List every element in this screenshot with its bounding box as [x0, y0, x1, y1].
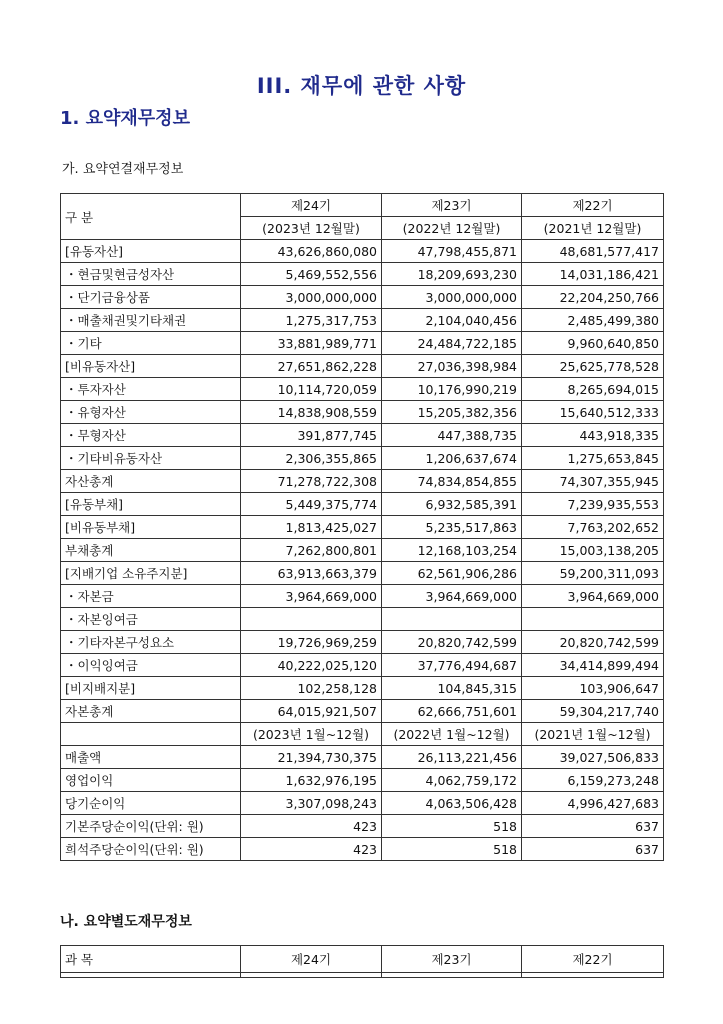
value-cell: 5,235,517,863 [382, 516, 522, 539]
value-cell: 5,469,552,556 [241, 263, 382, 286]
value-cell: 1,275,317,753 [241, 309, 382, 332]
table-cell [241, 973, 382, 978]
table-row [61, 355, 664, 378]
row-label: ・무형자산 [61, 424, 241, 447]
value-cell: 21,394,730,375 [241, 746, 382, 769]
table-row [61, 654, 664, 677]
table-row [61, 677, 664, 700]
table-corner-header: 과 목 [61, 946, 241, 973]
range-header: (2023년 1월~12월) [241, 723, 382, 746]
value-cell: 71,278,722,308 [241, 470, 382, 493]
value-cell: 637 [522, 815, 664, 838]
table-row [61, 631, 664, 654]
table-cell [522, 973, 664, 978]
value-cell: 15,205,382,356 [382, 401, 522, 424]
value-cell: 4,996,427,683 [522, 792, 664, 815]
value-cell: 40,222,025,120 [241, 654, 382, 677]
value-cell: 74,834,854,855 [382, 470, 522, 493]
value-cell: 4,063,506,428 [382, 792, 522, 815]
table-row [61, 815, 664, 838]
value-cell: 9,960,640,850 [522, 332, 664, 355]
row-label: 부채총계 [61, 539, 241, 562]
table-header-row [61, 194, 664, 217]
row-label: ・매출채권및기타채권 [61, 309, 241, 332]
row-label: ・기타자본구성요소 [61, 631, 241, 654]
value-cell: 34,414,899,494 [522, 654, 664, 677]
value-cell: 423 [241, 815, 382, 838]
value-cell: 3,964,669,000 [241, 585, 382, 608]
row-label: [비지배지분] [61, 677, 241, 700]
value-cell: 20,820,742,599 [522, 631, 664, 654]
value-cell: 4,062,759,172 [382, 769, 522, 792]
value-cell: 3,964,669,000 [382, 585, 522, 608]
value-cell: 1,206,637,674 [382, 447, 522, 470]
date-header: (2021년 12월말) [522, 217, 664, 240]
table-row [61, 769, 664, 792]
value-cell: 3,000,000,000 [382, 286, 522, 309]
table-row [61, 378, 664, 401]
value-cell: 6,159,273,248 [522, 769, 664, 792]
value-cell: 43,626,860,080 [241, 240, 382, 263]
value-cell: 8,265,694,015 [522, 378, 664, 401]
subsection-title-separate: 나. 요약별도재무정보 [60, 914, 192, 930]
range-header: (2022년 1월~12월) [382, 723, 522, 746]
value-cell: 12,168,103,254 [382, 539, 522, 562]
range-header: (2021년 1월~12월) [522, 723, 664, 746]
value-cell: 104,845,315 [382, 677, 522, 700]
table-row [61, 746, 664, 769]
value-cell [241, 608, 382, 631]
row-label: [비유동자산] [61, 355, 241, 378]
value-cell: 59,304,217,740 [522, 700, 664, 723]
period-header: 제24기 [241, 194, 382, 217]
value-cell: 37,776,494,687 [382, 654, 522, 677]
table-cell [61, 723, 241, 746]
date-header: (2023년 12월말) [241, 217, 382, 240]
value-cell: 7,262,800,801 [241, 539, 382, 562]
period-header: 제23기 [382, 194, 522, 217]
table-row [61, 700, 664, 723]
value-cell: 10,114,720,059 [241, 378, 382, 401]
row-label: ・현금및현금성자산 [61, 263, 241, 286]
table-row [61, 263, 664, 286]
row-label: ・기타비유동자산 [61, 447, 241, 470]
value-cell: 7,763,202,652 [522, 516, 664, 539]
row-label: 희석주당순이익(단위: 원) [61, 838, 241, 861]
value-cell: 2,485,499,380 [522, 309, 664, 332]
value-cell: 63,913,663,379 [241, 562, 382, 585]
table-row [61, 792, 664, 815]
value-cell: 637 [522, 838, 664, 861]
table-row [61, 539, 664, 562]
value-cell: 447,388,735 [382, 424, 522, 447]
row-label: ・자본금 [61, 585, 241, 608]
table-cell [61, 973, 241, 978]
value-cell: 74,307,355,945 [522, 470, 664, 493]
period-header: 제24기 [241, 946, 382, 973]
table-row [61, 838, 664, 861]
row-label: ・자본잉여금 [61, 608, 241, 631]
row-label: [유동부채] [61, 493, 241, 516]
table-row [61, 309, 664, 332]
table-corner-header: 구 분 [61, 194, 241, 240]
value-cell: 19,726,969,259 [241, 631, 382, 654]
table-row [61, 608, 664, 631]
value-cell: 14,031,186,421 [522, 263, 664, 286]
value-cell: 423 [241, 838, 382, 861]
value-cell: 59,200,311,093 [522, 562, 664, 585]
value-cell: 518 [382, 815, 522, 838]
row-label: [비유동부채] [61, 516, 241, 539]
value-cell: 15,640,512,333 [522, 401, 664, 424]
row-label: 자산총계 [61, 470, 241, 493]
row-label: 당기순이익 [61, 792, 241, 815]
value-cell: 20,820,742,599 [382, 631, 522, 654]
subsection-title-consolidated: 가. 요약연결재무정보 [62, 162, 184, 177]
row-label: [유동자산] [61, 240, 241, 263]
row-label: ・단기금융상품 [61, 286, 241, 309]
table-row [61, 447, 664, 470]
value-cell: 64,015,921,507 [241, 700, 382, 723]
value-cell: 1,275,653,845 [522, 447, 664, 470]
value-cell: 24,484,722,185 [382, 332, 522, 355]
period-header: 제22기 [522, 946, 664, 973]
value-cell: 3,964,669,000 [522, 585, 664, 608]
row-label: ・기타 [61, 332, 241, 355]
row-label: [지배기업 소유주지분] [61, 562, 241, 585]
value-cell: 33,881,989,771 [241, 332, 382, 355]
separate-financial-table [60, 945, 664, 978]
value-cell: 18,209,693,230 [382, 263, 522, 286]
value-cell: 2,104,040,456 [382, 309, 522, 332]
period-header: 제22기 [522, 194, 664, 217]
value-cell: 14,838,908,559 [241, 401, 382, 424]
value-cell: 391,877,745 [241, 424, 382, 447]
date-header: (2022년 12월말) [382, 217, 522, 240]
table-row [61, 470, 664, 493]
table-header-row [61, 946, 664, 973]
table-row [61, 562, 664, 585]
value-cell: 62,666,751,601 [382, 700, 522, 723]
value-cell: 27,036,398,984 [382, 355, 522, 378]
value-cell: 47,798,455,871 [382, 240, 522, 263]
section-title: 1. 요약재무정보 [60, 108, 190, 129]
table-row [61, 401, 664, 424]
value-cell: 15,003,138,205 [522, 539, 664, 562]
value-cell: 2,306,355,865 [241, 447, 382, 470]
row-label: 매출액 [61, 746, 241, 769]
table-row [61, 516, 664, 539]
value-cell: 103,906,647 [522, 677, 664, 700]
row-label: 영업이익 [61, 769, 241, 792]
table-cell [382, 973, 522, 978]
table-row-partial [61, 973, 664, 978]
row-label: 자본총계 [61, 700, 241, 723]
value-cell: 1,632,976,195 [241, 769, 382, 792]
value-cell: 5,449,375,774 [241, 493, 382, 516]
table-row [61, 493, 664, 516]
value-cell: 518 [382, 838, 522, 861]
value-cell: 443,918,335 [522, 424, 664, 447]
row-label: ・유형자산 [61, 401, 241, 424]
value-cell: 22,204,250,766 [522, 286, 664, 309]
table-row [61, 240, 664, 263]
value-cell [382, 608, 522, 631]
value-cell: 6,932,585,391 [382, 493, 522, 516]
table-row [61, 424, 664, 447]
period-header: 제23기 [382, 946, 522, 973]
value-cell: 48,681,577,417 [522, 240, 664, 263]
value-cell: 39,027,506,833 [522, 746, 664, 769]
value-cell: 3,000,000,000 [241, 286, 382, 309]
row-label: ・이익잉여금 [61, 654, 241, 677]
table-row [61, 332, 664, 355]
table-row [61, 585, 664, 608]
row-label: ・투자자산 [61, 378, 241, 401]
table-range-row [61, 723, 664, 746]
value-cell: 62,561,906,286 [382, 562, 522, 585]
value-cell: 7,239,935,553 [522, 493, 664, 516]
value-cell: 25,625,778,528 [522, 355, 664, 378]
value-cell: 10,176,990,219 [382, 378, 522, 401]
value-cell [522, 608, 664, 631]
table-row [61, 286, 664, 309]
consolidated-financial-table [60, 193, 664, 861]
value-cell: 3,307,098,243 [241, 792, 382, 815]
row-label: 기본주당순이익(단위: 원) [61, 815, 241, 838]
value-cell: 1,813,425,027 [241, 516, 382, 539]
value-cell: 27,651,862,228 [241, 355, 382, 378]
value-cell: 102,258,128 [241, 677, 382, 700]
page-title: III. 재무에 관한 사항 [256, 74, 467, 98]
value-cell: 26,113,221,456 [382, 746, 522, 769]
